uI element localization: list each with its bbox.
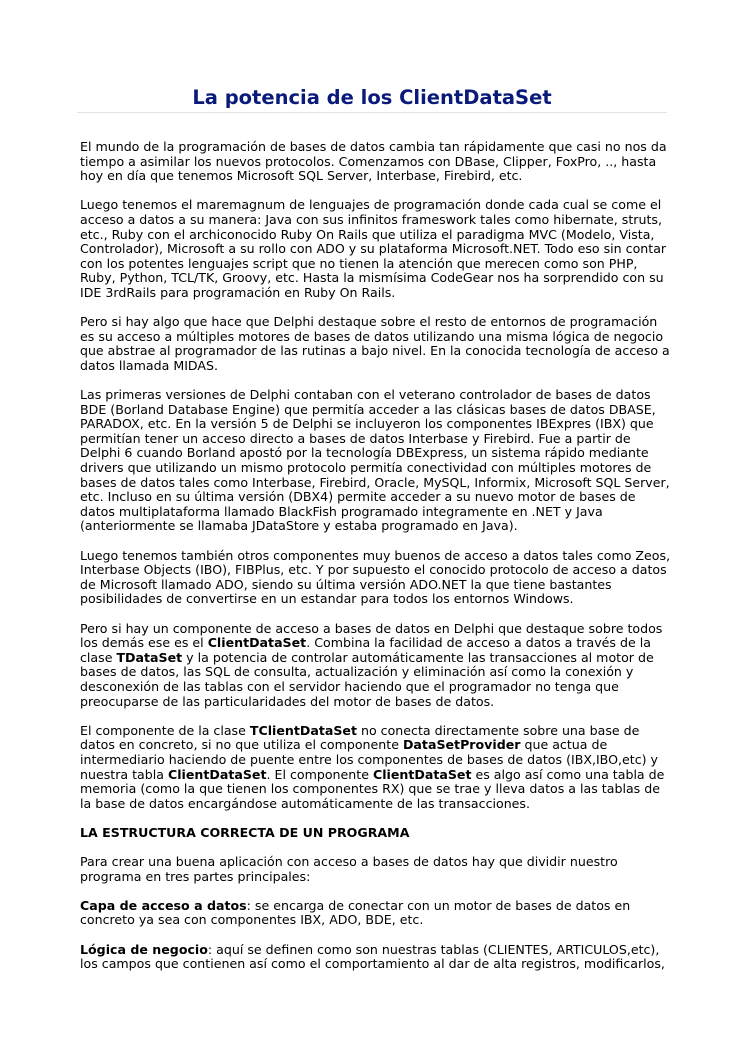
- text-run: bases de datos, las SQL de consulta, actualización y eliminación así como la conexión y: [80, 664, 634, 680]
- text-run: memoria (como la que tienen los componentes RX) que se trae y lleva datos a las tablas de: [80, 781, 660, 797]
- text-line: [80, 505, 670, 520]
- text-line: [80, 213, 670, 228]
- text-line: [80, 592, 670, 607]
- bold-text: LA ESTRUCTURA CORRECTA DE UN PROGRAMA: [80, 824, 410, 840]
- text-line: [80, 797, 670, 812]
- text-run: . El componente: [266, 766, 373, 782]
- text-run: Ruby, Python, TCL/TK, Groovy, etc. Hasta la mismísima CodeGear nos ha sorprendido con su: [80, 270, 664, 286]
- text-line: [80, 519, 670, 534]
- text-run: de Microsoft llamado ADO, siendo su última versión ADO.NET la que tiene bastantes: [80, 576, 612, 592]
- text-line: [80, 228, 670, 243]
- bold-text: Capa de acceso a datos: [80, 897, 247, 913]
- body-paragraph: [80, 549, 670, 607]
- text-run: Interbase Objects (IBO), FIBPlus, etc. Y por supuesto el conocido protocolo de acceso a datos: [80, 562, 667, 578]
- text-run: datos multiplataforma llamado BlackFish programado integramente en .NET y Java: [80, 503, 603, 519]
- text-run: El mundo de la programación de bases de datos cambia tan rápidamente que casi no nos da: [80, 139, 667, 154]
- text-run: es su acceso a múltiples motores de bases de datos utilizando una misma lógica de negocio: [80, 328, 664, 344]
- text-run: Para crear una buena aplicación con acceso a bases de datos hay que dividir nuestro: [80, 854, 618, 870]
- text-line: [80, 403, 670, 418]
- text-line: [80, 549, 670, 564]
- page-title: La potencia de los ClientDataSet: [192, 86, 552, 109]
- text-run: Controlador), Microsoft a su rollo con ADO y su plataforma Microsoft.NET. Todo eso sin contar: [80, 241, 667, 257]
- text-line: [80, 286, 670, 301]
- body-paragraph: [80, 943, 670, 972]
- text-run: PARADOX, etc. En la versión 5 de Delphi se incluyeron los componentes IBExpres (IBX) que: [80, 416, 654, 432]
- text-run: Luego tenemos el maremagnum de lenguajes de programación donde cada cual se come el: [80, 197, 662, 213]
- text-line: [80, 344, 668, 359]
- text-run: Delphi 6 cuando Borland apostó por la tecnología DBExpress, un sistema rápido mediante: [80, 445, 649, 461]
- body-paragraph: [80, 198, 670, 300]
- text-line: [80, 665, 670, 680]
- text-run: El componente de la clase: [80, 722, 250, 738]
- text-line: [80, 140, 670, 155]
- text-run: la base de datos encargándose automáticamente de las transacciones.: [80, 795, 530, 811]
- text-line: [80, 738, 670, 753]
- text-run: BDE (Borland Database Engine) que permitía acceder a las clásicas bases de datos DBASE,: [80, 401, 656, 417]
- text-line: [80, 826, 670, 841]
- text-run: no conecta directamente sobre una base de: [356, 722, 640, 738]
- text-run: bases de datos tales como Interbase, Firebird, Oracle, MySQL, Informix, Microsoft SQL Server,: [80, 474, 670, 490]
- text-run: desconexión de las tablas con el servidor haciendo que el programador no tenga que: [80, 678, 619, 694]
- text-line: [80, 388, 670, 403]
- text-line: [80, 432, 670, 447]
- text-line: [80, 578, 670, 593]
- text-run: Pero si hay algo que hace que Delphi destaque sobre el resto de entornos de programación: [80, 314, 658, 330]
- text-run: Luego tenemos también otros componentes muy buenos de acceso a datos tales como Zeos,: [80, 547, 671, 563]
- text-line: [80, 417, 670, 432]
- body-paragraph: [80, 899, 670, 928]
- text-line: [80, 913, 670, 928]
- body-paragraph: [80, 855, 670, 884]
- bold-text: ClientDataSet: [372, 766, 472, 782]
- text-run: es algo así como una tabla de: [471, 766, 665, 782]
- text-run: (anteriormente se llamaba JDataStore y estaba programado en Java).: [80, 518, 518, 534]
- text-run: y la potencia de controlar automáticamente las transacciones al motor de: [182, 649, 654, 665]
- text-run: clase: [80, 649, 117, 665]
- text-line: [80, 155, 670, 170]
- bold-text: ClientDataSet: [167, 766, 267, 782]
- text-run: : se encarga de conectar con un motor de bases de datos en: [246, 897, 631, 913]
- text-line: [80, 242, 670, 257]
- text-line: [80, 330, 670, 345]
- text-run: que actua de: [520, 737, 608, 753]
- text-run: intermediario haciendo de puente entre los componentes de bases de datos (IBX,IBO,etc) y: [80, 751, 658, 767]
- body-paragraph: [80, 724, 670, 812]
- text-run: datos en concreto, si no que utiliza el componente: [80, 737, 403, 753]
- text-run: Las primeras versiones de Delphi contaban con el veterano controlador de bases de datos: [80, 387, 651, 403]
- text-line: [80, 359, 670, 374]
- bold-text: Lógica de negocio: [80, 941, 208, 957]
- text-run: drivers que utilizando un mismo protocolo permitía conectividad con múltiples motores de: [80, 460, 652, 476]
- text-line: [80, 257, 670, 272]
- text-line: [80, 563, 670, 578]
- bold-text: ClientDataSet: [207, 635, 307, 651]
- text-line: [80, 271, 670, 286]
- body-paragraph: [80, 315, 670, 373]
- text-run: etc., Ruby con el archiconocido Ruby On Rails que utiliza el paradigma MVC (Modelo, Vista,: [80, 226, 655, 242]
- body-paragraph: [80, 140, 670, 184]
- text-run: IDE 3rdRails para programación en Ruby On Rails.: [80, 284, 396, 300]
- text-line: [80, 446, 670, 461]
- text-line: [80, 768, 670, 783]
- text-run: etc. Incluso en su última versión (DBX4) permite acceder a su nuevo motor de bases de: [80, 489, 636, 505]
- text-line: [80, 782, 670, 797]
- text-run: con los potentes lenguajes script que no tienen la atención que merecen como son PHP,: [80, 255, 638, 271]
- text-run: nuestra tabla: [80, 766, 168, 782]
- text-line: [80, 198, 670, 213]
- text-line: [80, 753, 670, 768]
- text-line: [80, 680, 670, 695]
- title-block: [77, 86, 667, 113]
- body-paragraph: [80, 388, 670, 534]
- text-line: [80, 622, 670, 637]
- text-line: [80, 855, 670, 870]
- text-run: preocuparse de las particularidades del motor de bases de datos.: [80, 693, 495, 709]
- document-body: [80, 140, 670, 986]
- body-paragraph: [80, 622, 670, 710]
- text-line: [80, 899, 670, 914]
- text-run: concreto ya sea con componentes IBX, ADO, BDE, etc.: [80, 912, 424, 928]
- text-run: posibilidades de convertirse en un estandar para todos los entornos Windows.: [80, 591, 574, 607]
- text-run: permitían tener un acceso directo a bases de datos Interbase y Firebird. Fue a partir de: [80, 430, 631, 446]
- bold-text: TDataSet: [116, 649, 183, 665]
- text-run: . Combina la facilidad de acceso a datos a través de la: [306, 635, 651, 651]
- text-line: [80, 943, 670, 958]
- text-line: [80, 870, 670, 885]
- text-line: [80, 490, 670, 505]
- text-line: [80, 315, 670, 330]
- text-line: [80, 636, 670, 651]
- text-line: [80, 476, 669, 491]
- text-line: [80, 461, 670, 476]
- text-run: programa en tres partes principales:: [80, 868, 311, 884]
- text-run: Pero si hay un componente de acceso a bases de datos en Delphi que destaque sobre todos: [80, 620, 663, 636]
- text-run: que abstrae al programador de las rutinas a bajo nivel. En la conocida tecnología de acceso a: [80, 343, 670, 359]
- text-run: : aquí se definen como son nuestras tablas (CLIENTES, ARTICULOS,etc),: [207, 941, 660, 957]
- text-line: [80, 651, 670, 666]
- text-run: acceso a datos a su manera: Java con sus infinitos frameswork tales como hibernate, struts,: [80, 211, 662, 227]
- text-line: [80, 169, 670, 184]
- text-line: [80, 957, 670, 972]
- bold-text: DataSetProvider: [402, 737, 521, 753]
- text-line: [80, 724, 670, 739]
- text-run: los demás ese es el: [80, 635, 208, 651]
- text-run: hoy en día que tenemos Microsoft SQL Server, Interbase, Firebird, etc.: [80, 168, 523, 184]
- text-line: [80, 695, 670, 710]
- text-run: tiempo a asimilar los nuevos protocolos. Comenzamos con DBase, Clipper, FoxPro, .., hasta: [80, 153, 657, 169]
- body-paragraph: [80, 826, 670, 841]
- bold-text: TClientDataSet: [249, 722, 357, 738]
- text-run: datos llamada MIDAS.: [80, 357, 219, 373]
- text-run: los campos que contienen así como el comportamiento al dar de alta registros, modificarlos,: [80, 956, 665, 972]
